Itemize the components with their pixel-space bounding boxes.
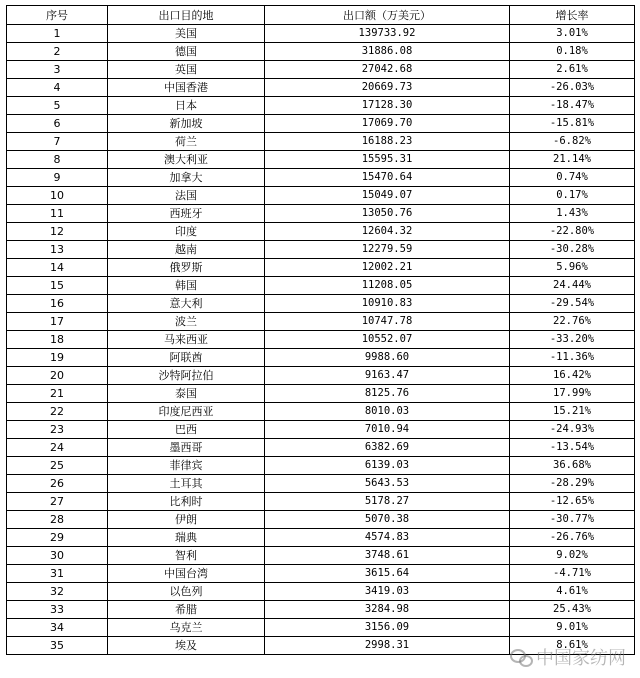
export-value-cell: 15470.64 [265, 169, 510, 187]
row-index: 30 [7, 547, 108, 565]
table-row [7, 511, 635, 529]
destination-cell: 意大利 [108, 295, 265, 313]
row-index: 31 [7, 565, 108, 583]
row-index: 11 [7, 205, 108, 223]
destination-cell: 荷兰 [108, 133, 265, 151]
destination-cell: 印度尼西亚 [108, 403, 265, 421]
header-row [7, 6, 635, 25]
growth-rate-cell: 36.68% [510, 457, 635, 475]
export-value-cell: 16188.23 [265, 133, 510, 151]
destination-cell: 中国香港 [108, 79, 265, 97]
row-index: 23 [7, 421, 108, 439]
export-value-cell: 3156.09 [265, 619, 510, 637]
growth-rate-cell: -28.29% [510, 475, 635, 493]
row-index: 6 [7, 115, 108, 133]
row-index: 35 [7, 637, 108, 655]
export-value-cell: 17128.30 [265, 97, 510, 115]
destination-cell: 韩国 [108, 277, 265, 295]
row-index: 22 [7, 403, 108, 421]
growth-rate-cell: -12.65% [510, 493, 635, 511]
growth-rate-cell: 16.42% [510, 367, 635, 385]
export-value-cell: 10552.07 [265, 331, 510, 349]
export-value-cell: 31886.08 [265, 43, 510, 61]
export-value-cell: 6382.69 [265, 439, 510, 457]
export-value-cell: 8010.03 [265, 403, 510, 421]
export-value-cell: 3748.61 [265, 547, 510, 565]
export-value-cell: 3284.98 [265, 601, 510, 619]
table-row [7, 529, 635, 547]
row-index: 29 [7, 529, 108, 547]
row-index: 20 [7, 367, 108, 385]
row-index: 15 [7, 277, 108, 295]
destination-cell: 巴西 [108, 421, 265, 439]
table-row [7, 565, 635, 583]
destination-cell: 伊朗 [108, 511, 265, 529]
table-row [7, 79, 635, 97]
row-index: 18 [7, 331, 108, 349]
growth-rate-cell: -4.71% [510, 565, 635, 583]
destination-cell: 瑞典 [108, 529, 265, 547]
destination-cell: 沙特阿拉伯 [108, 367, 265, 385]
table-row [7, 583, 635, 601]
row-index: 7 [7, 133, 108, 151]
export-value-cell: 8125.76 [265, 385, 510, 403]
table-row [7, 115, 635, 133]
table-row [7, 547, 635, 565]
growth-rate-cell: -13.54% [510, 439, 635, 457]
table-row [7, 169, 635, 187]
row-index: 27 [7, 493, 108, 511]
export-value-cell: 12002.21 [265, 259, 510, 277]
header-growth-rate: 增长率 [510, 6, 635, 25]
export-value-cell: 9988.60 [265, 349, 510, 367]
export-value-cell: 12604.32 [265, 223, 510, 241]
destination-cell: 波兰 [108, 313, 265, 331]
row-index: 13 [7, 241, 108, 259]
destination-cell: 泰国 [108, 385, 265, 403]
growth-rate-cell: 21.14% [510, 151, 635, 169]
table-row [7, 457, 635, 475]
destination-cell: 马来西亚 [108, 331, 265, 349]
row-index: 25 [7, 457, 108, 475]
row-index: 17 [7, 313, 108, 331]
export-table [6, 5, 635, 655]
growth-rate-cell: 25.43% [510, 601, 635, 619]
row-index: 16 [7, 295, 108, 313]
table-row [7, 421, 635, 439]
export-value-cell: 20669.73 [265, 79, 510, 97]
table-row [7, 619, 635, 637]
destination-cell: 新加坡 [108, 115, 265, 133]
destination-cell: 希腊 [108, 601, 265, 619]
destination-cell: 土耳其 [108, 475, 265, 493]
export-value-cell: 5178.27 [265, 493, 510, 511]
growth-rate-cell: 3.01% [510, 25, 635, 43]
growth-rate-cell: 9.02% [510, 547, 635, 565]
table-row [7, 475, 635, 493]
destination-cell: 加拿大 [108, 169, 265, 187]
row-index: 12 [7, 223, 108, 241]
growth-rate-cell: -30.77% [510, 511, 635, 529]
table-row [7, 601, 635, 619]
growth-rate-cell: 4.61% [510, 583, 635, 601]
export-value-cell: 17069.70 [265, 115, 510, 133]
watermark-text: 中国家纺网 [536, 648, 626, 669]
table-row [7, 385, 635, 403]
export-value-cell: 4574.83 [265, 529, 510, 547]
growth-rate-cell: -30.28% [510, 241, 635, 259]
destination-cell: 越南 [108, 241, 265, 259]
row-index: 4 [7, 79, 108, 97]
growth-rate-cell: 1.43% [510, 205, 635, 223]
destination-cell: 西班牙 [108, 205, 265, 223]
row-index: 33 [7, 601, 108, 619]
export-value-cell: 139733.92 [265, 25, 510, 43]
growth-rate-cell: 0.18% [510, 43, 635, 61]
destination-cell: 法国 [108, 187, 265, 205]
row-index: 26 [7, 475, 108, 493]
destination-cell: 俄罗斯 [108, 259, 265, 277]
growth-rate-cell: 8.61% [510, 637, 635, 655]
export-value-cell: 5643.53 [265, 475, 510, 493]
table-row [7, 151, 635, 169]
growth-rate-cell: 0.17% [510, 187, 635, 205]
growth-rate-cell: 22.76% [510, 313, 635, 331]
destination-cell: 乌克兰 [108, 619, 265, 637]
export-value-cell: 11208.05 [265, 277, 510, 295]
growth-rate-cell: -18.47% [510, 97, 635, 115]
row-index: 2 [7, 43, 108, 61]
row-index: 9 [7, 169, 108, 187]
destination-cell: 澳大利亚 [108, 151, 265, 169]
table-row [7, 259, 635, 277]
destination-cell: 美国 [108, 25, 265, 43]
row-index: 28 [7, 511, 108, 529]
row-index: 10 [7, 187, 108, 205]
growth-rate-cell: -15.81% [510, 115, 635, 133]
export-value-cell: 3419.03 [265, 583, 510, 601]
destination-cell: 智利 [108, 547, 265, 565]
destination-cell: 菲律宾 [108, 457, 265, 475]
export-value-cell: 27042.68 [265, 61, 510, 79]
growth-rate-cell: 24.44% [510, 277, 635, 295]
destination-cell: 英国 [108, 61, 265, 79]
row-index: 5 [7, 97, 108, 115]
table-row [7, 277, 635, 295]
growth-rate-cell: -11.36% [510, 349, 635, 367]
row-index: 3 [7, 61, 108, 79]
export-value-cell: 3615.64 [265, 565, 510, 583]
table-row [7, 241, 635, 259]
growth-rate-cell: -26.03% [510, 79, 635, 97]
destination-cell: 墨西哥 [108, 439, 265, 457]
destination-cell: 阿联酋 [108, 349, 265, 367]
table-row [7, 187, 635, 205]
header-index: 序号 [7, 6, 108, 25]
table-row [7, 349, 635, 367]
growth-rate-cell: -33.20% [510, 331, 635, 349]
row-index: 8 [7, 151, 108, 169]
growth-rate-cell: 9.01% [510, 619, 635, 637]
row-index: 32 [7, 583, 108, 601]
row-index: 34 [7, 619, 108, 637]
row-index: 21 [7, 385, 108, 403]
growth-rate-cell: -6.82% [510, 133, 635, 151]
destination-cell: 埃及 [108, 637, 265, 655]
growth-rate-cell: 5.96% [510, 259, 635, 277]
destination-cell: 印度 [108, 223, 265, 241]
export-value-cell: 15049.07 [265, 187, 510, 205]
export-value-cell: 10747.78 [265, 313, 510, 331]
table-row [7, 25, 635, 43]
table-row [7, 403, 635, 421]
table-row [7, 43, 635, 61]
growth-rate-cell: -26.76% [510, 529, 635, 547]
table-row [7, 205, 635, 223]
export-value-cell: 12279.59 [265, 241, 510, 259]
row-index: 24 [7, 439, 108, 457]
row-index: 1 [7, 25, 108, 43]
table-row [7, 295, 635, 313]
destination-cell: 中国台湾 [108, 565, 265, 583]
growth-rate-cell: -22.80% [510, 223, 635, 241]
export-value-cell: 10910.83 [265, 295, 510, 313]
export-value-cell: 2998.31 [265, 637, 510, 655]
table-row [7, 331, 635, 349]
growth-rate-cell: 2.61% [510, 61, 635, 79]
table-row [7, 223, 635, 241]
export-value-cell: 13050.76 [265, 205, 510, 223]
table-row [7, 313, 635, 331]
row-index: 19 [7, 349, 108, 367]
table-row [7, 493, 635, 511]
growth-rate-cell: -24.93% [510, 421, 635, 439]
table-row [7, 133, 635, 151]
destination-cell: 德国 [108, 43, 265, 61]
row-index: 14 [7, 259, 108, 277]
table-row [7, 367, 635, 385]
table-body [7, 25, 635, 655]
growth-rate-cell: 17.99% [510, 385, 635, 403]
header-destination: 出口目的地 [108, 6, 265, 25]
export-value-cell: 15595.31 [265, 151, 510, 169]
export-value-cell: 9163.47 [265, 367, 510, 385]
table-row [7, 61, 635, 79]
destination-cell: 日本 [108, 97, 265, 115]
export-value-cell: 6139.03 [265, 457, 510, 475]
destination-cell: 比利时 [108, 493, 265, 511]
growth-rate-cell: -29.54% [510, 295, 635, 313]
growth-rate-cell: 0.74% [510, 169, 635, 187]
table-row [7, 97, 635, 115]
table-row [7, 439, 635, 457]
header-export-value: 出口额（万美元） [265, 6, 510, 25]
growth-rate-cell: 15.21% [510, 403, 635, 421]
table-row [7, 637, 635, 655]
export-value-cell: 5070.38 [265, 511, 510, 529]
export-value-cell: 7010.94 [265, 421, 510, 439]
destination-cell: 以色列 [108, 583, 265, 601]
